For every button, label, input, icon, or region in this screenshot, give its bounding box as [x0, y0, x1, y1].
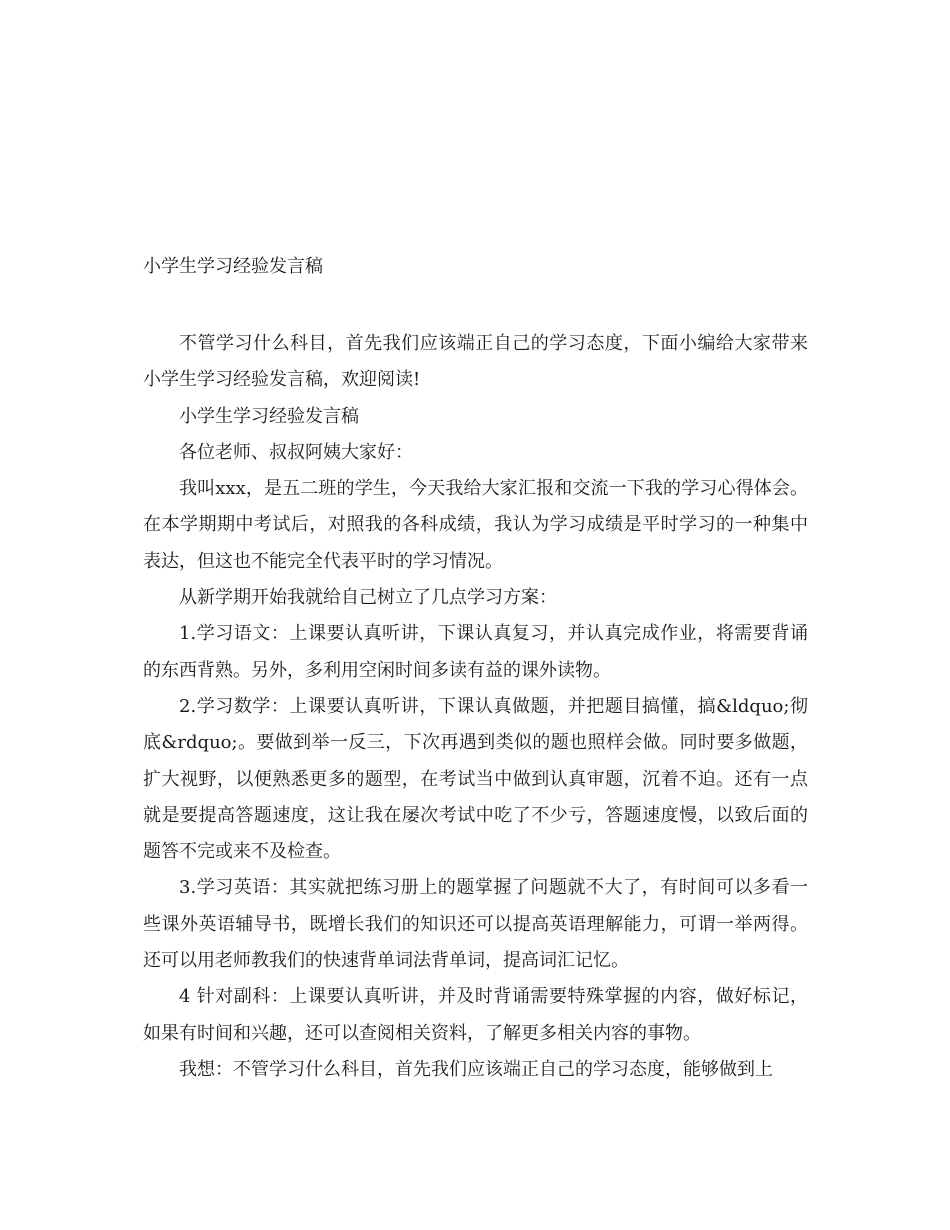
paragraph-plan-intro: 从新学期开始我就给自己树立了几点学习方案：: [179, 587, 557, 609]
document-title: 小学生学习经验发言稿: [143, 256, 323, 277]
paragraph-greeting: 各位老师、叔叔阿姨大家好：: [179, 441, 413, 463]
paragraph-intro: 不管学习什么科目，首先我们应该端正自己的学习态度，下面小编给大家带来 小学生学习经验发言稿，欢迎阅读!: [143, 333, 826, 391]
paragraph-math: 2.学习数学：上课要认真听讲，下课认真做题，并把题目搞懂，搞&ldquo;彻底&rdquo;。要做到举一反三，下次再遇到类似的题也照样会做。同时要多做题，扩大视野，以便熟悉更多的题型，在考试当中做到认真审题，沉着不迫。还有一点就是要提高答题速度，这让我在屡次考试中吃了不少亏，答题速度慢，以致后面的题答不完或来不及检查。: [143, 695, 808, 863]
paragraph-minor-subjects: 4 针对副科：上课要认真听讲，并及时背诵需要特殊掌握的内容，做好标记，如果有时间和兴趣，还可以查阅相关资料，了解更多相关内容的事物。: [143, 986, 808, 1044]
paragraph-subtitle: 小学生学习经验发言稿: [179, 405, 359, 427]
paragraph-conclusion: 我想：不管学习什么科目，首先我们应该端正自己的学习态度，能够做到上: [179, 1058, 773, 1080]
paragraph-self-intro: 我叫xxx，是五二班的学生，今天我给大家汇报和交流一下我的学习心得体会。在本学期期中考试后，对照我的各科成绩，我认为学习成绩是平时学习的一种集中表达，但这也不能完全代表平时的学习情况。: [143, 478, 808, 572]
paragraph-chinese: 1.学习语文：上课要认真听讲，下课认真复习，并认真完成作业，将需要背诵的东西背熟。另外，多利用空闲时间多读有益的课外读物。: [143, 623, 808, 681]
document-body: [143, 326, 826, 1088]
paragraph-english: 3.学习英语：其实就把练习册上的题掌握了问题就不大了，有时间可以多看一些课外英语辅导书，既增长我们的知识还可以提高英语理解能力，可谓一举两得。还可以用老师教我们的快速背单词法背单词，提高词汇记忆。: [143, 877, 808, 972]
